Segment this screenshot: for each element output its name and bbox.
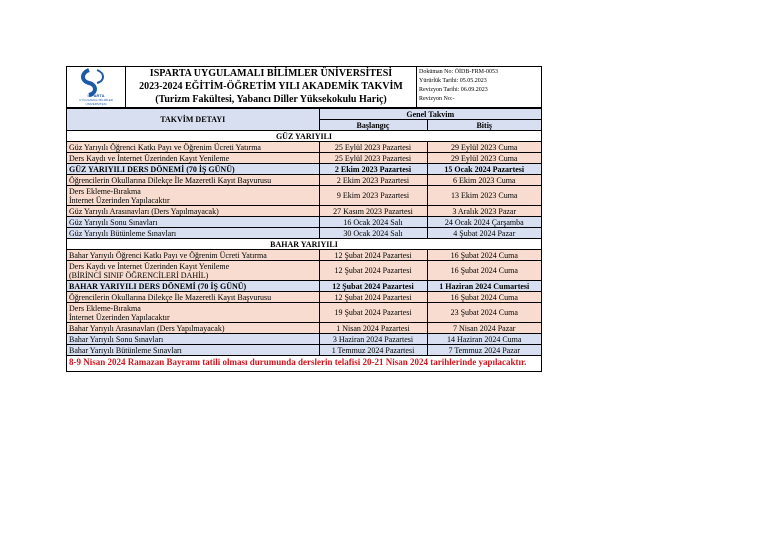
row-start: 27 Kasım 2023 Pazartesi (319, 206, 427, 217)
table-row (67, 345, 541, 356)
table-row (67, 206, 541, 217)
row-label: Bahar Yarıyılı Arasınavları (Ders Yapılmayacak) (67, 323, 319, 334)
university-logo (67, 67, 126, 107)
row-end: 29 Eylül 2023 Cuma (427, 153, 541, 164)
row-label-line2: İnternet Üzerinden Yapılacaktır (69, 312, 170, 322)
logo-text-top: ISPARTA (87, 93, 105, 98)
table-row (67, 303, 541, 323)
row-start: 12 Şubat 2024 Pazartesi (319, 250, 427, 261)
row-end: 24 Ocak 2024 Çarşamba (427, 217, 541, 228)
doc-publish-date: Yürürlük Tarihi: 05.05.2023 (419, 78, 487, 84)
table-row (67, 281, 541, 292)
col-header-end: Bitiş (427, 120, 541, 131)
table-row (67, 217, 541, 228)
table-row (67, 323, 541, 334)
table-row (67, 292, 541, 303)
title-university: ISPARTA UYGULAMALI BİLİMLER ÜNİVERSİTESİ (149, 68, 393, 79)
document-info (417, 67, 541, 107)
table-row (67, 334, 541, 345)
row-label-line1: Ders Kaydı ve İnternet Üzerinden Kayıt Yenileme (69, 261, 230, 271)
table-row (67, 250, 541, 261)
document-title (126, 67, 417, 107)
row-label: Güz Yarıyılı Öğrenci Katkı Payı ve Öğrenim Ücreti Yatırma (67, 142, 319, 153)
table-row (67, 175, 541, 186)
section-spring: BAHAR YARIYILI (67, 239, 541, 250)
table-row (67, 186, 541, 206)
academic-calendar-sheet (66, 66, 542, 372)
title-calendar: 2023-2024 EĞİTİM-ÖĞRETİM YILI AKADEMİK TAKVİM (139, 81, 403, 92)
row-start: 19 Şubat 2024 Pazartesi (319, 303, 427, 323)
row-end: 16 Şubat 2024 Cuma (427, 292, 541, 303)
row-label: BAHAR YARIYILI DERS DÖNEMİ (70 İŞ GÜNÜ) (67, 281, 319, 292)
row-end: 1 Haziran 2024 Cumartesi (427, 281, 541, 292)
row-start: 30 Ocak 2024 Salı (319, 228, 427, 239)
doc-revision-date: Revizyon Tarihi: 06.09.2023 (419, 87, 488, 93)
row-label-line2: (BİRİNCİ SINIF ÖĞRENCİLERİ DAHİL) (69, 270, 209, 280)
holiday-note: 8-9 Nisan 2024 Ramazan Bayramı tatili olması durumunda derslerin telafisi 20-21 Nisan 2024 tarihlerinde yapılacaktır. (69, 357, 527, 367)
row-start: 12 Şubat 2024 Pazartesi (319, 292, 427, 303)
row-label: Bahar Yarıyılı Öğrenci Katkı Payı ve Öğrenim Ücreti Yatırma (67, 250, 319, 261)
row-label: Güz Yarıyılı Arasınavları (Ders Yapılmayacak) (67, 206, 319, 217)
row-end: 15 Ocak 2024 Pazartesi (427, 164, 541, 175)
row-label: GÜZ YARIYILI DERS DÖNEMİ (70 İŞ GÜNÜ) (67, 164, 319, 175)
row-label: Bahar Yarıyılı Sonu Sınavları (67, 334, 319, 345)
col-header-general: Genel Takvim (319, 109, 541, 120)
row-end: 3 Aralık 2023 Pazar (427, 206, 541, 217)
doc-revision-number: Revizyon No:- (419, 96, 455, 102)
col-header-start: Başlangıç (319, 120, 427, 131)
row-label-line1: Ders Ekleme-Bırakma (69, 186, 141, 196)
row-end: 13 Ekim 2023 Cuma (427, 186, 541, 206)
logo-text-bottom: ÜNİVERSİTESİ (85, 102, 107, 106)
table-row (67, 261, 541, 281)
row-label (67, 261, 319, 281)
row-end: 23 Şubat 2024 Cuma (427, 303, 541, 323)
row-start: 3 Haziran 2024 Pazartesi (319, 334, 427, 345)
row-label-line1: Ders Ekleme-Bırakma (69, 303, 141, 313)
row-label: Bahar Yarıyılı Bütünleme Sınavları (67, 345, 319, 356)
table-row (67, 228, 541, 239)
row-end: 7 Temmuz 2024 Pazar (427, 345, 541, 356)
row-end: 14 Haziran 2024 Cuma (427, 334, 541, 345)
row-end: 16 Şubat 2024 Cuma (427, 250, 541, 261)
col-header-detail: TAKVİM DETAYI (67, 109, 319, 131)
row-label (67, 303, 319, 323)
row-end: 29 Eylül 2023 Cuma (427, 142, 541, 153)
row-start: 1 Temmuz 2024 Pazartesi (319, 345, 427, 356)
row-end: 6 Ekim 2023 Cuma (427, 175, 541, 186)
row-start: 16 Ocak 2024 Salı (319, 217, 427, 228)
row-label: Güz Yarıyılı Sonu Sınavları (67, 217, 319, 228)
row-label (67, 186, 319, 206)
table-row (67, 164, 541, 175)
row-label: Güz Yarıyılı Bütünleme Sınavları (67, 228, 319, 239)
row-start: 1 Nisan 2024 Pazartesi (319, 323, 427, 334)
row-label-line2: İnternet Üzerinden Yapılacaktır (69, 195, 170, 205)
table-row (67, 153, 541, 164)
row-start: 12 Şubat 2024 Pazartesi (319, 281, 427, 292)
table-row (67, 142, 541, 153)
row-start: 12 Şubat 2024 Pazartesi (319, 261, 427, 281)
row-end: 7 Nisan 2024 Pazar (427, 323, 541, 334)
row-end: 4 Şubat 2024 Pazar (427, 228, 541, 239)
row-start: 9 Ekim 2023 Pazartesi (319, 186, 427, 206)
row-start: 25 Eylül 2023 Pazartesi (319, 142, 427, 153)
logo-text-mid: UYGULAMALI BİLİMLER (79, 98, 113, 102)
document-header (67, 67, 541, 108)
row-label: Ders Kaydı ve İnternet Üzerinden Kayıt Yenileme (67, 153, 319, 164)
row-label: Öğrencilerin Okullarına Dilekçe İle Mazeretli Kayıt Başvurusu (67, 292, 319, 303)
doc-number: Doküman No: ÖİDB-FRM-0053 (419, 69, 498, 75)
row-start: 2 Ekim 2023 Pazartesi (319, 164, 427, 175)
row-start: 25 Eylül 2023 Pazartesi (319, 153, 427, 164)
row-label: Öğrencilerin Okullarına Dilekçe İle Mazeretli Kayıt Başvurusu (67, 175, 319, 186)
calendar-table (67, 108, 541, 356)
row-start: 2 Ekim 2023 Pazartesi (319, 175, 427, 186)
title-scope: (Turizm Fakültesi, Yabancı Diller Yüksekokulu Hariç) (155, 94, 387, 105)
row-end: 16 Şubat 2024 Cuma (427, 261, 541, 281)
section-fall: GÜZ YARIYILI (67, 131, 541, 142)
